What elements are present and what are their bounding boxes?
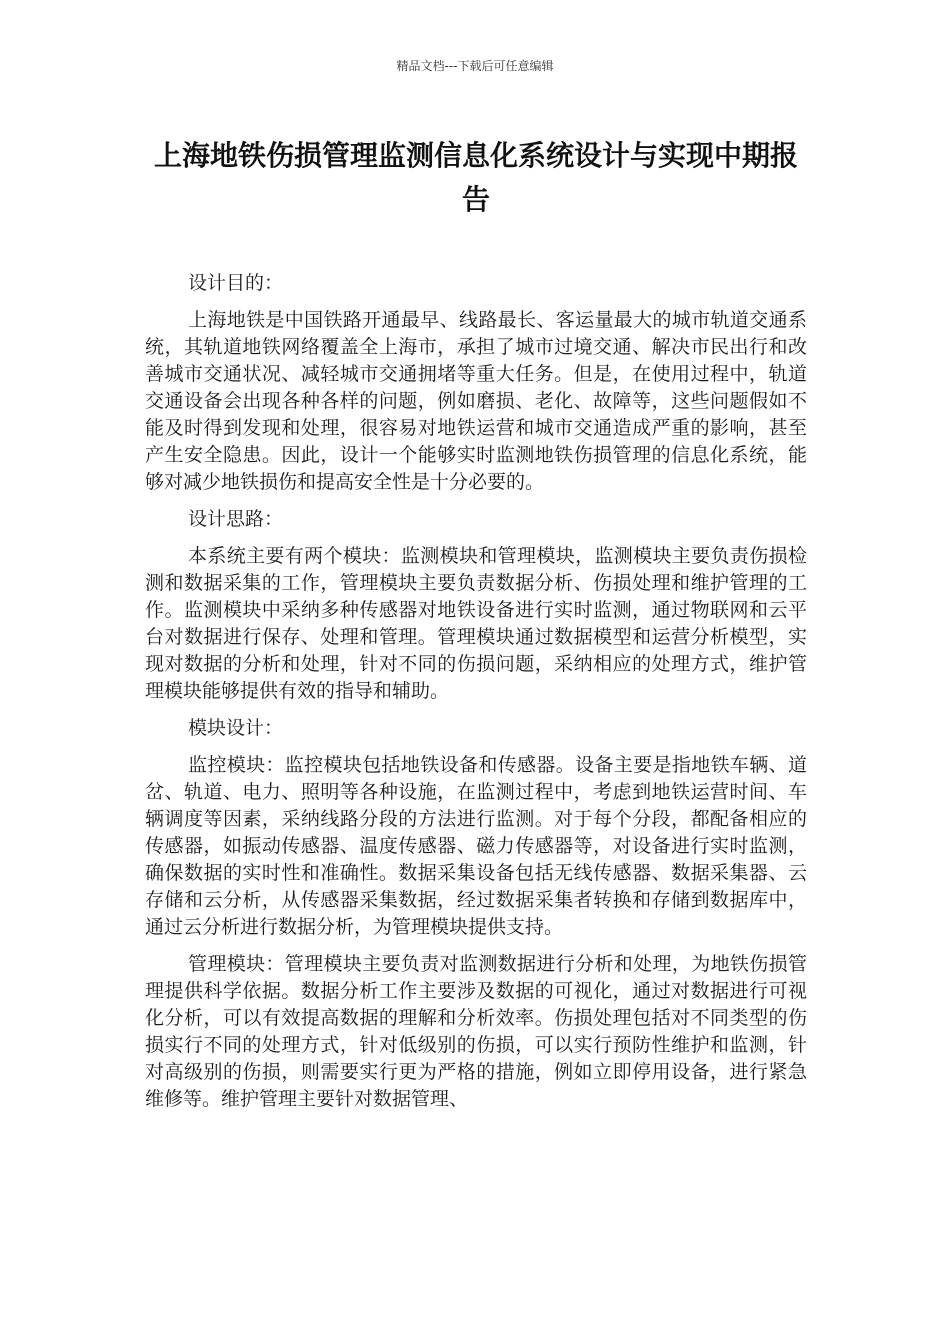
paragraph-approach: 本系统主要有两个模块：监测模块和管理模块，监测模块主要负责伤损检测和数据采集的工作，管理模块主要负责数据分析、伤损处理和维护管理的工作。监测模块中采纳多种传感器对地铁设备进行实时监测，通过物联网和云平台对数据进行保存、处理和管理。管理模块通过数据模型和运营分析模型，实现对数据的分析和处理，针对不同的伤损问题，采纳相应的处理方式，维护管理模块能够提供有效的指导和辅助。 <box>145 545 807 702</box>
paragraph-monitoring-module: 监控模块：监控模块包括地铁设备和传感器。设备主要是指地铁车辆、道岔、轨道、电力、照明等各种设施，在监测过程中，考虑到地铁运营时间、车辆调度等因素，采纳线路分段的方法进行监测。对于每个分段，都配备相应的传感器，如振动传感器、温度传感器、磁力传感器等，对设备进行实时监测，确保数据的实时性和准确性。数据采集设备包括无线传感器、数据采集器、云存储和云分析，从传感器采集数据，经过数据采集者转换和存储到数据库中，通过云分析进行数据分析，为管理模块提供支持。 <box>145 754 807 938</box>
section-module-design <box>145 715 807 1113</box>
paragraph-purpose: 上海地铁是中国铁路开通最早、线路最长、客运量最大的城市轨道交通系统，其轨道地铁网络覆盖全上海市，承担了城市过境交通、解决市民出行和改善城市交通状况、减轻城市交通拥堵等重大任务。但是，在使用过程中，轨道交通设备会出现各种各样的问题，例如磨损、老化、故障等，这些问题假如不能及时得到发现和处理，很容易对地铁运营和城市交通造成严重的影响，甚至产生安全隐患。因此，设计一个能够实时监测地铁伤损管理的信息化系统，能够对减少地铁损伤和提高安全性是十分必要的。 <box>145 309 807 493</box>
section-approach <box>145 506 807 705</box>
section-heading-approach: 设计思路： <box>188 508 284 530</box>
header-note: 精品文档---下载后可任意编辑 <box>396 59 554 73</box>
paragraph-management-module: 管理模块：管理模块主要负责对监测数据进行分析和处理，为地铁伤损管理提供科学依据。数据分析工作主要涉及数据的可视化，通过对数据进行可视化分析，可以有效提高数据的理解和分析效率。伤损处理包括对不同类型的伤损实行不同的处理方式，针对低级别的伤损，可以实行预防性维护和监测，针对高级别的伤损，则需要实行更为严格的措施，例如立即停用设备，进行紧急维修等。维护管理主要针对数据管理、 <box>145 953 807 1110</box>
section-purpose <box>145 270 807 496</box>
section-heading-purpose: 设计目的： <box>188 272 284 294</box>
document-title: 上海地铁伤损管理监测信息化系统设计与实现中期报告 <box>153 139 798 216</box>
section-heading-module-design: 模块设计： <box>188 717 284 739</box>
document-body <box>145 270 807 1123</box>
